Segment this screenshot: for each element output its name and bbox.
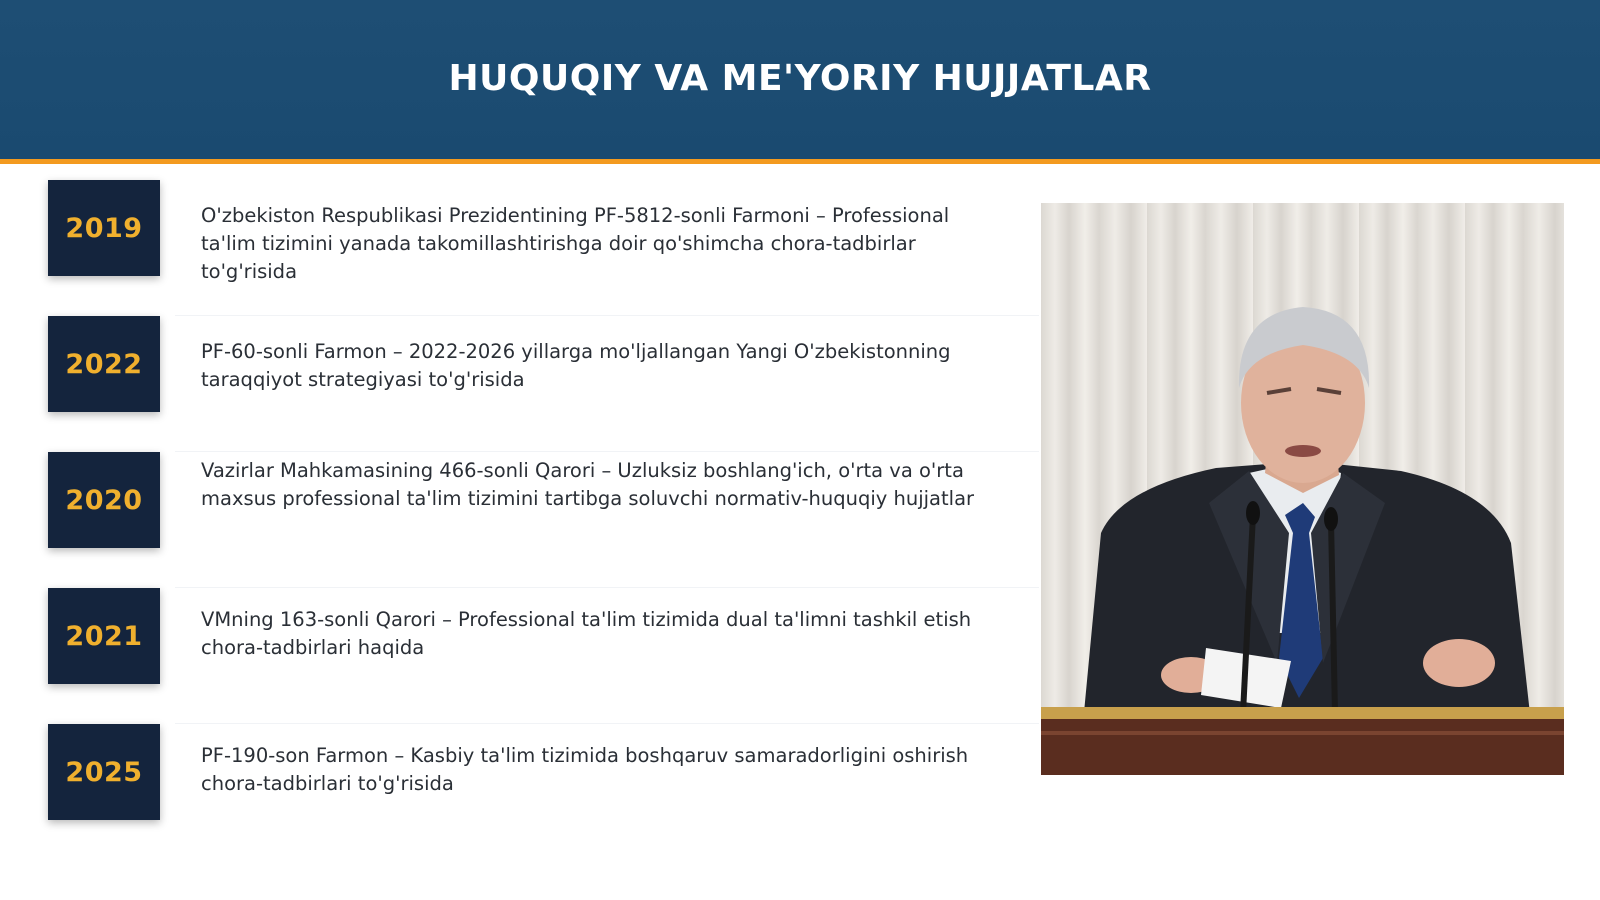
- speaker-illustration: [1041, 203, 1564, 775]
- year-label: 2025: [65, 756, 143, 788]
- list-item: [0, 316, 1045, 452]
- page-title: HUQUQIY VA ME'YORIY HUJJATLAR: [448, 58, 1152, 99]
- year-badge: [48, 180, 160, 276]
- year-badge: [48, 452, 160, 548]
- year-label: 2020: [65, 484, 143, 516]
- document-description: PF-190-son Farmon – Kasbiy ta'lim tizimida boshqaruv samaradorligini oshirish chora-tadbirlari to'g'risida: [201, 744, 969, 795]
- year-label: 2019: [65, 212, 143, 244]
- list-item: [0, 588, 1045, 724]
- speaker-photo: [1041, 203, 1564, 775]
- year-badge: [48, 316, 160, 412]
- year-badge: [48, 588, 160, 684]
- document-description: VMning 163-sonli Qarori – Professional ta'lim tizimida dual ta'limni tashkil etish chora-tadbirlari haqida: [201, 608, 972, 659]
- year-badge: [48, 724, 160, 820]
- list-item: [0, 452, 1045, 588]
- document-description: PF-60-sonli Farmon – 2022-2026 yillarga mo'ljallangan Yangi O'zbekistonning taraqqiyot strategiyasi to'g'risida: [201, 340, 951, 391]
- list-item: [0, 180, 1045, 316]
- document-description: Vazirlar Mahkamasining 466-sonli Qarori – Uzluksiz boshlang'ich, o'rta va o'rta maxsus professional ta'lim tizimini tartibga soluvchi normativ-huquqiy hujjatlar: [201, 459, 975, 510]
- document-description: O'zbekiston Respublikasi Prezidentining PF-5812-sonli Farmoni – Professional ta'lim tizimini yanada takomillashtirishga doir qo'shimcha chora-tadbirlar to'g'risida: [201, 204, 950, 283]
- list-item: [0, 724, 1045, 860]
- year-label: 2022: [65, 348, 143, 380]
- header-accent-rule: [0, 159, 1600, 164]
- year-label: 2021: [65, 620, 143, 652]
- header-bar: [0, 0, 1600, 159]
